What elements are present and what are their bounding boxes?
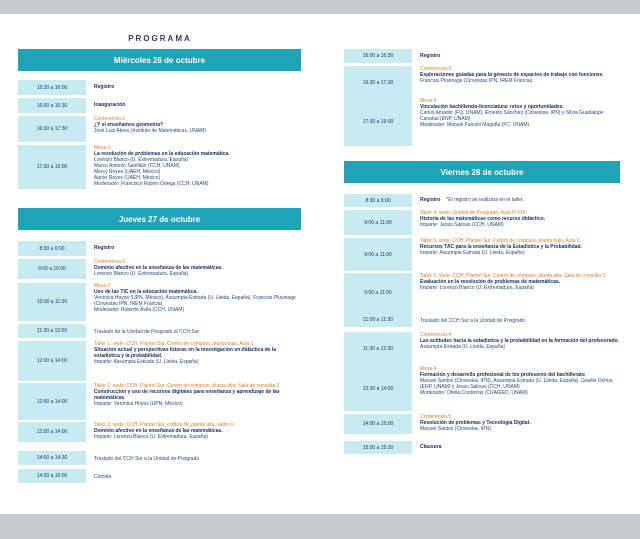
time-cell: 11:30 a 12:00 [18,324,86,338]
page-title: PROGRAMA [128,34,192,43]
event-title: Resolución de problemas y Tecnología Digital. [420,420,531,426]
time-cell: 9:00 a 11:00 [344,273,412,313]
schedule-row [18,283,301,321]
event-content [86,145,301,187]
schedule-row [18,422,301,442]
time-cell: 9:00 a 11:00 [344,210,412,235]
event-kind: Mesa 3 [420,98,437,104]
event-title: Dominio afectivo en la enseñanza de las matemáticas. [94,265,223,271]
event-detail: Moderador: Roberto Ávila (CCH, UNAM) [94,307,185,313]
event-title: ¿Y si enseñamos geometría? [94,122,164,128]
event-content [86,98,301,108]
event-title: Registro [94,245,115,251]
event-content [86,324,301,335]
time-cell: 16:30 a 17:30 [344,66,412,99]
event-kind: Conferencia 3 [420,66,452,72]
event-title: Situación actual y perspectivas futuras en la investigación en didáctica de la estadística y la probabilidad. [94,347,277,359]
event-title: La resolución de problemas en la educación matemática. [94,151,230,157]
event-venue: sede: CCH, Plantel Sur. Centro de cómputo, planta alta, Sala de consulta 2 [111,383,280,389]
schedule-row [18,241,301,256]
schedule-row [18,116,301,142]
event-kind: Taller 1, [94,341,112,347]
time-cell: 17:30 a 19:00 [18,145,86,189]
event-content [86,469,301,480]
schedule-row [344,313,620,327]
event-content [412,414,620,432]
event-content [86,80,301,90]
schedule-row [344,332,620,366]
event-content [412,210,620,228]
time-cell: 14:30 a 16:00 [18,469,86,483]
schedule-row [344,210,620,235]
event-content [86,259,301,277]
time-cell: 9:00 a 11:00 [344,238,412,271]
event-content [412,313,620,324]
event-title: Dominio afectivo en la enseñanza de las matemáticas. [94,428,223,434]
event-content [86,283,301,313]
bottom-bar [0,514,640,539]
event-detail: Francois Pluvinage (Cinvestav IPN, IREM Francia) [420,78,533,84]
schedule-row [18,451,301,465]
schedule-row [18,341,301,381]
event-detail: Moderador: Ofelia Contreras (CUAIEED, UNAM) [420,390,528,396]
time-cell: 16:30 a 17:30 [18,116,86,142]
top-bar [0,0,640,14]
event-title: Vinculación bachillerato-licenciatura: retos y oportunidades. [420,104,564,110]
schedule-row [344,49,620,63]
time-cell: 16:00 a 16:30 [344,49,412,63]
event-content [86,241,301,251]
schedule-row [344,366,620,411]
event-title: Construcción y uso de recursos digitales para enseñanza y aprendizaje de las matemáticas [94,389,280,401]
event-detail: Imparte: Assumpta Estrada (U. Lleida, España) [420,250,525,256]
event-content [86,422,301,440]
time-cell: 14:00 a 14:30 [18,451,86,465]
event-detail: Marco Antonio Santillán (CCH, UNAM) [94,163,180,169]
event-detail: Imparte: Jesús Salinas (CCH, UNAM) [420,222,504,228]
event-title: Registro [420,52,441,59]
event-detail: Verónica Hoyos (UPN, México), Assumpta Estrada (U. Lleida, España), Francois Pluvinage (Cinvestav IPN, IREM Francia) [94,295,296,307]
time-cell: 17:30 a 19:00 [344,98,412,146]
time-cell: 8:30 a 9:00 [18,241,86,256]
event-venue: sede: CCH, Plantel Sur. Centro de cómputo, planta alta, Sala de consulta 2 [437,273,606,279]
time-cell: 10:00 a 11:30 [18,283,86,321]
event-content [412,98,620,128]
event-content [412,366,620,396]
event-kind: Taller 2, [94,383,112,389]
event-venue: sede: CCH, Plantel Sur. Centro de cómputo, planta baja, Aula 2 [437,238,580,244]
event-content [86,116,301,134]
plain-event: Comida [94,473,112,480]
event-kind: Mesa 4 [420,366,437,372]
event-title: Registro [94,84,115,90]
event-kind: Taller 5, [420,238,438,244]
event-title: Evaluación en la resolución de problemas de matemáticas. [420,279,561,285]
plain-event: Traslado de la Unidad de Posgrado al CCH Sur [94,328,200,335]
event-kind: Taller 3, [94,422,112,428]
time-cell: 12:00 a 14:00 [18,341,86,381]
plain-event: Traslado del CCH Sur a la Unidad de Posgrado [94,455,200,462]
time-cell: 15:30 a 16:00 [18,80,86,95]
event-content [412,441,620,450]
event-kind: Taller 4, [420,210,438,216]
schedule-row [344,273,620,313]
event-detail: Assumpta Estrada (U. Lleida, España) [420,344,506,350]
event-content [412,194,620,203]
event-detail: Imparte: Lorenzo Blanco (U. Extremadura, España) [420,285,534,291]
time-cell: 11:30 a 12:30 [344,332,412,366]
schedule-row [344,98,620,146]
event-detail: Manuel Santos (Cinvestav, IPN) [420,426,491,432]
schedule-row [344,441,620,454]
registration-note: *El registro se realizará en el taller. [446,197,524,203]
time-cell: 8:30 a 9:00 [344,194,412,207]
event-kind: Taller 6, [420,273,438,279]
time-cell: 12:00 a 14:00 [18,422,86,442]
event-title: Exploraciones guiadas para la génesis de espacios de trabajo con funciones [420,72,603,78]
event-detail: Lorenzo Blanco (U. Extremadura, España) [94,157,189,163]
event-content [412,332,620,350]
event-title: Registro [420,197,441,203]
event-kind: Conferencia 5 [420,414,452,420]
time-cell: 12:30 a 14:00 [344,366,412,411]
schedule-row [344,238,620,271]
time-cell: 14:00 a 15:00 [344,414,412,434]
time-cell: 9:00 a 10:00 [18,259,86,279]
event-kind: Mesa 1 [94,145,111,151]
event-detail: Imparte: Assumpta Estrada (U. Lleida, España) [94,359,199,365]
event-detail: Moderador: Francisco Rubén Ortega (CCH, UNAM) [94,181,209,187]
time-cell: 15:00 a 15:30 [344,441,412,454]
event-venue: sede: Unidad de Posgrado, Aula H 316 [437,210,526,216]
schedule-row [18,259,301,279]
event-detail: José Luis Abreu (Instituto de Matemáticas, UNAM) [94,128,206,134]
event-title: Formación y desarrollo profesional de los profesores del bachillerato [420,372,585,378]
event-title: Inauguración [94,102,126,108]
event-detail: Carlos Amador (FQ, UNAM), Ernesto Sánchez (Cinvestav, IPN) y Silvia Guadalupe Canabal (ENP, UNAM) [420,110,604,122]
event-kind: Conferencia 1 [94,116,126,122]
event-title-line [420,197,620,203]
time-cell: 16:00 a 16:30 [18,98,86,113]
event-detail: Mercy Reyes (UAEH, México) [94,169,161,175]
event-content [86,451,301,462]
event-content [412,273,620,291]
schedule-row [18,383,301,420]
event-title: Las actitudes hacia la estadística y la probabilidad en la formación del profesorado. [420,338,619,344]
event-content [412,49,620,59]
event-detail: Moderador: Manuel Falconi Magaña (FC, UNAM) [420,122,530,128]
day-header: Jueves 27 de octubre [18,208,301,230]
event-content [412,238,620,256]
event-detail: Lorenzo Blanco (U. Extremadura, España) [94,271,189,277]
event-detail: Imparte: Verónica Hoyos (UPN, México) [94,401,183,407]
day-header: Viernes 28 de octubre [344,161,620,183]
schedule-row [344,66,620,99]
schedule-row [18,145,301,189]
schedule-row [18,469,301,483]
event-title: Historia de las matemáticas como recurso didáctico. [420,216,546,222]
schedule-row [18,324,301,338]
event-kind: Mesa 2 [94,283,111,289]
event-content [86,383,301,407]
event-kind: Conferencia 2 [94,259,126,265]
event-title: Clausura [420,444,442,450]
event-kind: Conferencia 4 [420,332,452,338]
event-title: Uso de las TIC en la educación matemática. [94,289,198,295]
schedule-row [344,414,620,434]
event-detail: Manuel Santos (Cinvestav, IPN), Assumpta Estrada (U. Lleida, España), Giselle Ochoa (ENP, UNAM) y Jesús Salinas (CCH, UNAM) [420,378,613,390]
event-detail: Aarón Reyes (UAEH, México) [94,175,161,181]
schedule-row [18,80,301,95]
event-title: Recursos TAC para la enseñanza de la Estadística y la Probabilidad. [420,244,582,250]
event-content [412,66,620,84]
event-venue: sede: CCH, Plantel Sur, edificio W, planta alta, salón 6 [111,422,234,428]
time-cell: 11:00 a 11:30 [344,313,412,327]
day-header: Miércoles 26 de octubre [18,49,301,71]
plain-event: Traslado del CCH Sur a la Unidad de Posgrado [420,317,526,324]
schedule-row [344,194,620,207]
event-detail: Imparte: Lorenzo Blanco (U. Extremadura, España) [94,434,208,440]
schedule-row [18,98,301,113]
event-venue: sede: CCH, Plantel Sur. Centro de cómputo, planta baja, Aula 1 [111,341,254,347]
event-content [86,341,301,365]
time-cell: 12:00 a 14:00 [18,383,86,420]
